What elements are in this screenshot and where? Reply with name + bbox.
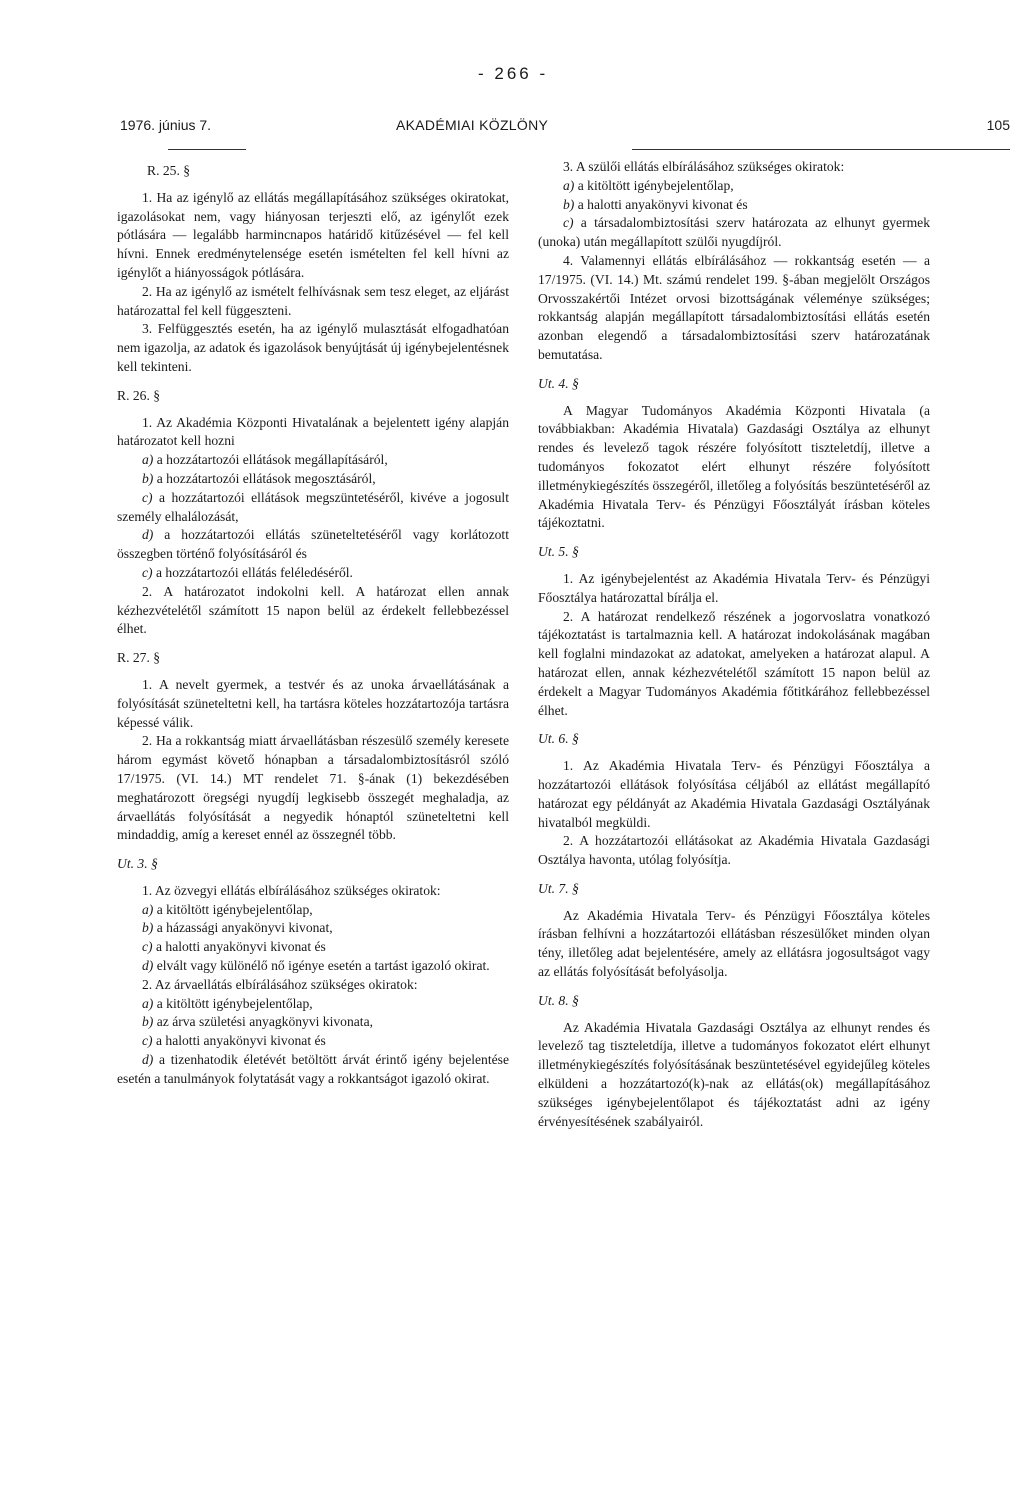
paragraph: 3. Felfüggesztés esetén, ha az igénylő mulasztását elfogadhatóan nem igazolja, az adatok és igazolások benyújtását új igénybejelentésnek kell tekinteni.: [117, 321, 509, 374]
paragraph: A Magyar Tudományos Akadémia Központi Hivatala (a továbbiakban: Akadémia Hivatala) Gazdasági Osztálya az elhunyt rendes és levelező tagok részére folyósított tiszteletdíj, illetve a tudományos fokozatot elért elhunyt részére folyósított illetménykiegészítés összegéről, illetőleg a folyósítás beszüntetéséről az Akadémia Hivatala Terv- és Pénzügyi Főosztályát írásban köteles tájékoztatni.: [538, 402, 930, 531]
list-item-marker: b): [563, 196, 575, 212]
list-item-marker: c): [563, 215, 574, 231]
list-item-text: a hozzátartozói ellátás szüneteltetéséről vagy korlátozott összegben történő folyósításáról és: [117, 527, 509, 562]
list-item-text: a hozzátartozói ellátás feléledéséről.: [152, 564, 353, 580]
list-item-marker: b): [142, 1014, 154, 1030]
list-item-text: a halotti anyakönyvi kivonat és: [152, 1033, 326, 1049]
paragraph: 2. Ha az igénylő az ismételt felhívásnak sem tesz eleget, az eljárást határozattal fel kell függeszteni.: [117, 283, 509, 318]
list-item-text: a halotti anyakönyvi kivonat és: [574, 196, 748, 212]
list-item: [117, 526, 509, 564]
header-journal-title: AKADÉMIAI KÖZLÖNY: [396, 117, 549, 133]
left-column: [117, 158, 509, 1089]
list-item-text: a kitöltött igénybejelentőlap,: [574, 177, 734, 193]
list-item-marker: a): [142, 995, 154, 1011]
list-item-marker: b): [142, 470, 154, 486]
right-column: [538, 158, 930, 1131]
list-item: [117, 1051, 509, 1089]
section-heading: [117, 855, 509, 874]
page-number: - 266 -: [478, 64, 549, 83]
section-heading: [117, 387, 509, 406]
list-item: [117, 995, 509, 1014]
section-heading-text: R. 26. §: [117, 387, 161, 403]
list-item-text: a hozzátartozói ellátások megszüntetéséről, kivéve a jogosult személy elhalálozását,: [117, 489, 509, 524]
section-heading-text: Ut. 4. §: [538, 375, 579, 391]
section-heading-text: Ut. 8. §: [538, 992, 579, 1008]
list-item-text: a társadalombiztosítási szerv határozata az elhunyt gyermek (unoka) után megállapított szülői nyugdíjról.: [538, 215, 930, 250]
section-heading-text: Ut. 6. §: [538, 731, 579, 747]
paragraph: 2. A határozatot indokolni kell. A határozat ellen annak kézhezvételétől számított 15 napon belül az érdekelt fellebbezéssel élhet.: [117, 583, 509, 637]
list-item-marker: b): [142, 920, 154, 936]
header-page-number: 105: [986, 117, 1010, 133]
list-item-marker: a): [563, 177, 575, 193]
list-item-text: az árva születési anyagkönyvi kivonata,: [153, 1014, 374, 1030]
list-item-marker: d): [142, 1052, 154, 1068]
paragraph: 1. Az igénybejelentést az Akadémia Hivatala Terv- és Pénzügyi Főosztálya határozattal bírálja el.: [538, 570, 930, 605]
paragraph: 1. Ha az igénylő az ellátás megállapításához szükséges okiratokat, igazolásokat nem, vagy hiányosan terjeszti elő, az igénylőt ezek pótlására — legalább harmincnapos határidő kitűzésével — fel kell hívni. Ennek eredménytelensége esetén ismételten fel kell hívni az igénylőt a hiányosságok pótlására.: [117, 189, 509, 280]
section-heading-text: R. 25. §: [147, 163, 191, 178]
paragraph: 1. Az Akadémia Hivatala Terv- és Pénzügyi Főosztálya a hozzátartozói ellátások folyósítása céljából az ellátást megállapító határozat egy példányát az Akadémia Hivatala Gazdasági Osztályának hivatalból megküldi.: [538, 758, 930, 830]
list-item: [117, 919, 509, 938]
list-item: [117, 489, 509, 527]
list-item-text: elvált vagy különélő nő igénye esetén a tartást igazoló okirat.: [153, 958, 490, 974]
header-rule-left: [168, 149, 246, 150]
section-heading: [538, 543, 930, 562]
list-item: [538, 196, 930, 215]
list-item: [117, 1032, 509, 1051]
list-item-marker: c): [142, 1033, 153, 1049]
section-heading: [538, 375, 930, 394]
paragraph: 1. Az özvegyi ellátás elbírálásához szükséges okiratok:: [142, 882, 441, 898]
paragraph: 2. Az árvaellátás elbírálásához szükséges okiratok:: [142, 976, 418, 992]
paragraph: 1. A nevelt gyermek, a testvér és az unoka árvaellátásának a folyósítását szüneteltetni kell, ha tartásra köteles hozzátartozója tartásra képessé válik.: [117, 676, 509, 730]
list-item-marker: c): [142, 489, 153, 505]
section-heading-text: Ut. 3. §: [117, 856, 158, 872]
section-heading: [538, 730, 930, 749]
section-heading: [538, 992, 930, 1011]
list-item-marker: d): [142, 527, 154, 543]
list-item: [117, 901, 509, 920]
paragraph: Az Akadémia Hivatala Terv- és Pénzügyi Főosztálya köteles írásban felhívni a hozzátartozói ellátásban részesülőket minden olyan tény, illetőleg adat bejelentésére, amely az ellátásra jogosultságot vagy az ellátás folyósítását befolyásolja.: [538, 907, 930, 980]
section-heading-text: Ut. 7. §: [538, 880, 579, 896]
list-item: [117, 470, 509, 489]
paragraph: 3. A szülői ellátás elbírálásához szükséges okiratok:: [563, 159, 845, 174]
list-item: [117, 564, 509, 583]
paragraph: 2. A határozat rendelkező részének a jogorvoslatra vonatkozó tájékoztatást is tartalmaznia kell. A határozat indokolásának magában kell foglalni mindazokat az adatokat, amelyeken a határozat alapul. A határozat ellen, annak kézhezvételétől számított 15 napon belül az érdekelt a Magyar Tudományos Akadémia főtitkárához fellebbezéssel élhet.: [538, 608, 930, 718]
list-item-text: a hozzátartozói ellátások megállapításáról,: [153, 452, 388, 468]
list-item: [538, 177, 930, 196]
list-item-marker: a): [142, 901, 154, 917]
list-item-marker: d): [142, 958, 154, 974]
list-item: [117, 957, 509, 976]
list-item-marker: a): [142, 452, 154, 468]
paragraph: Az Akadémia Hivatala Gazdasági Osztálya az elhunyt rendes és levelező tag tiszteletdíja, illetve a tudományos fokozatot elért elhunyt illetménykiegészítés folyósításának beszüntetésével egyidejűleg köteles elküldeni a hozzátartozó(k)-nak az ellátás(ok) megállapításához szükséges igénybejelentőlapot és tájékoztatást adni az igény érvényesítésének szabályairól.: [538, 1019, 930, 1129]
list-item: [117, 451, 509, 470]
header-rule-right: [632, 149, 1010, 150]
section-heading: [117, 649, 509, 668]
list-item-text: a házassági anyakönyvi kivonat,: [153, 920, 333, 936]
section-heading: [117, 162, 509, 181]
list-item: [538, 214, 930, 252]
section-heading-text: Ut. 5. §: [538, 544, 579, 560]
section-heading-text: R. 27. §: [117, 650, 161, 666]
paragraph: 4. Valamennyi ellátás elbírálásához — rokkantság esetén — a 17/1975. (VI. 14.) Mt. számú rendelet 199. §-ában megjelölt Országos Orvosszakértői Intézet orvosi bizottságának véleménye szükséges; rokkantság alapján megállapított társadalombiztosítási ellátás esetén azonban elegendő a társadalombiztosítási szerv határozatának bemutatása.: [538, 252, 930, 362]
list-item-text: a halotti anyakönyvi kivonat és: [152, 939, 326, 955]
list-item-marker: c): [142, 939, 153, 955]
running-header: [120, 117, 1010, 147]
list-item: [117, 1013, 509, 1032]
list-item-text: a hozzátartozói ellátások megosztásáról,: [153, 470, 376, 486]
paragraph: 1. Az Akadémia Központi Hivatalának a bejelentett igény alapján határozatot kell hozni: [117, 414, 509, 449]
section-heading: [538, 880, 930, 899]
header-date: 1976. június 7.: [120, 117, 212, 133]
list-item-text: a tizenhatodik életévét betöltött árvát érintő igény bejelentése esetén a tanulmányok folytatását vagy a rokkantságot igazoló okirat.: [117, 1052, 509, 1086]
list-item-marker: c): [142, 564, 153, 580]
list-item: [117, 938, 509, 957]
list-item-text: a kitöltött igénybejelentőlap,: [153, 995, 313, 1011]
paragraph: 2. Ha a rokkantság miatt árvaellátásban részesülő személy keresete három egymást követő hónapban a társadalombiztosításról szóló 17/1975. (VI. 14.) MT rendelet 71. §-ának (1) bekezdésében meghatározott öregségi nyugdíj legkisebb összegét meghaladja, az árvaellátás folyósítását a negyedik hónaptól szüneteltetni kell mindaddig, amíg a kereset ennél az összegnél több.: [117, 733, 509, 843]
paragraph: 2. A hozzátartozói ellátásokat az Akadémia Hivatala Gazdasági Osztálya havonta, utólag folyósítja.: [538, 833, 930, 868]
list-item-text: a kitöltött igénybejelentőlap,: [153, 901, 313, 917]
